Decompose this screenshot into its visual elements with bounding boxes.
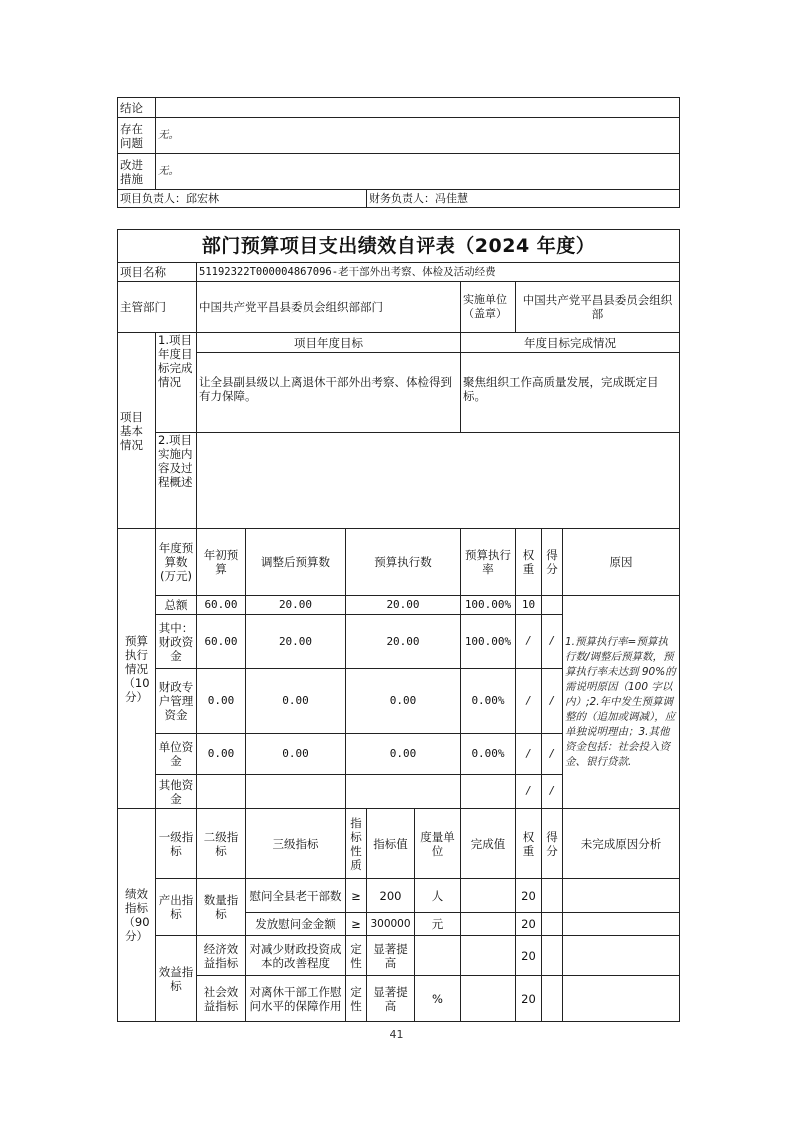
perf-weight: 20 (516, 976, 542, 1022)
perf-level3: 慰问全县老干部数 (246, 879, 346, 913)
perf-weight: 20 (516, 879, 542, 913)
goal-header: 项目年度目标 (197, 333, 461, 353)
perf-level1: 产出指标 (156, 879, 197, 936)
improvements-value: 无。 (156, 154, 680, 190)
perf-value: 300000 (367, 913, 415, 936)
perf-level2: 经济效益指标 (197, 936, 246, 976)
budget-header-score: 得分 (542, 529, 563, 596)
perf-row (118, 879, 680, 913)
performance-section-label: 绩效指标（90分） (118, 809, 156, 1022)
budget-executed: 20.00 (346, 615, 461, 669)
budget-row-label: 总额 (156, 596, 197, 615)
dept-value: 中国共产党平昌县委员会组织部部门 (197, 282, 461, 333)
perf-header-weight: 权重 (516, 809, 542, 879)
budget-rate (461, 775, 516, 809)
finance-lead: 财务负责人：冯佳慧 (367, 190, 680, 208)
budget-header-weight: 权重 (516, 529, 542, 596)
performance-self-evaluation-form (117, 229, 680, 1022)
budget-section-label: 预算执行情况（10分） (118, 529, 156, 809)
budget-score: / (542, 775, 563, 809)
budget-adjusted: 0.00 (246, 734, 346, 775)
goal-row-label: 1.项目年度目标完成情况 (156, 333, 197, 433)
perf-unit: % (415, 976, 461, 1022)
perf-reason (563, 913, 680, 936)
budget-header-year: 年度预算数(万元) (156, 529, 197, 596)
budget-adjusted: 0.00 (246, 669, 346, 734)
perf-header-level2: 二级指标 (197, 809, 246, 879)
project-name-label: 项目名称 (118, 263, 197, 282)
impl-unit-label: 实施单位（盖章） (461, 282, 516, 333)
perf-nature: 定性 (346, 976, 367, 1022)
budget-executed: 0.00 (346, 734, 461, 775)
budget-row (118, 596, 680, 615)
perf-header-nature: 指标性质 (346, 809, 367, 879)
budget-weight: / (516, 615, 542, 669)
perf-unit (415, 936, 461, 976)
completion-value: 聚焦组织工作高质量发展，完成既定目标。 (461, 353, 680, 433)
budget-rate: 0.00% (461, 669, 516, 734)
perf-level3: 发放慰问金金额 (246, 913, 346, 936)
conclusion-value (156, 98, 680, 118)
impl-unit-value: 中国共产党平昌县委员会组织部 (516, 282, 680, 333)
basic-info-label: 项目基本情况 (118, 333, 156, 529)
perf-header-level1: 一级指标 (156, 809, 197, 879)
perf-header-level3: 三级指标 (246, 809, 346, 879)
perf-level3: 对离休干部工作慰问水平的保障作用 (246, 976, 346, 1022)
perf-row (118, 976, 680, 1022)
perf-score (542, 913, 563, 936)
perf-level3: 对减少财政投资成本的改善程度 (246, 936, 346, 976)
completion-header: 年度目标完成情况 (461, 333, 680, 353)
perf-unit: 元 (415, 913, 461, 936)
perf-actual (461, 913, 516, 936)
issues-label: 存在问题 (118, 118, 156, 154)
budget-header-rate: 预算执行率 (461, 529, 516, 596)
perf-score (542, 976, 563, 1022)
perf-header-reason: 未完成原因分析 (563, 809, 680, 879)
perf-reason (563, 976, 680, 1022)
perf-reason (563, 936, 680, 976)
impl-row-label: 2.项目实施内容及过程概述 (156, 433, 197, 529)
perf-score (542, 879, 563, 913)
budget-weight: 10 (516, 596, 542, 615)
budget-initial: 0.00 (197, 734, 246, 775)
form-title: 部门预算项目支出绩效自评表（2024 年度） (118, 230, 680, 263)
budget-initial: 60.00 (197, 596, 246, 615)
page-number: 41 (389, 1028, 404, 1041)
perf-score (542, 936, 563, 976)
budget-rate: 100.00% (461, 596, 516, 615)
budget-score: / (542, 669, 563, 734)
project-name-value: 51192322T000004867096-老干部外出考察、体检及活动经费 (197, 263, 680, 282)
budget-adjusted: 20.00 (246, 596, 346, 615)
budget-weight: / (516, 669, 542, 734)
budget-rate: 100.00% (461, 615, 516, 669)
perf-weight: 20 (516, 936, 542, 976)
budget-header-executed: 预算执行数 (346, 529, 461, 596)
budget-weight: / (516, 734, 542, 775)
perf-level2: 数量指标 (197, 879, 246, 936)
perf-level2: 社会效益指标 (197, 976, 246, 1022)
perf-level1: 效益指标 (156, 936, 197, 1022)
budget-executed: 0.00 (346, 669, 461, 734)
perf-row (118, 936, 680, 976)
issues-value: 无。 (156, 118, 680, 154)
budget-adjusted: 20.00 (246, 615, 346, 669)
budget-rate: 0.00% (461, 734, 516, 775)
budget-initial: 0.00 (197, 669, 246, 734)
dept-label: 主管部门 (118, 282, 197, 333)
perf-actual (461, 976, 516, 1022)
budget-score: / (542, 615, 563, 669)
perf-nature: ≥ (346, 913, 367, 936)
budget-header-reason: 原因 (563, 529, 680, 596)
conclusion-table (117, 97, 680, 208)
perf-value: 显著提高 (367, 936, 415, 976)
perf-unit: 人 (415, 879, 461, 913)
budget-executed (346, 775, 461, 809)
budget-score: / (542, 734, 563, 775)
perf-value: 200 (367, 879, 415, 913)
perf-actual (461, 936, 516, 976)
perf-header-score: 得分 (542, 809, 563, 879)
budget-header-initial: 年初预算 (197, 529, 246, 596)
budget-header-adjusted: 调整后预算数 (246, 529, 346, 596)
perf-actual (461, 879, 516, 913)
goal-value: 让全县副县级以上离退休干部外出考察、体检得到有力保障。 (197, 353, 461, 433)
improvements-label: 改进措施 (118, 154, 156, 190)
budget-row-label: 单位资金 (156, 734, 197, 775)
budget-adjusted (246, 775, 346, 809)
perf-nature: 定性 (346, 936, 367, 976)
perf-header-unit: 度量单位 (415, 809, 461, 879)
budget-weight: / (516, 775, 542, 809)
budget-executed: 20.00 (346, 596, 461, 615)
perf-value: 显著提高 (367, 976, 415, 1022)
project-lead: 项目负责人：邱宏林 (118, 190, 367, 208)
budget-initial (197, 775, 246, 809)
budget-reason-note: 1.预算执行率=预算执行数/调整后预算数，预算执行率未达到 90%的需说明原因（100 字以内）;2.年中发生预算调整的（追加或调减），应单独说明理由；3.其他资金包括：社会投入资金、银行贷款. (563, 596, 680, 809)
budget-row-label: 财政专户管理资金 (156, 669, 197, 734)
budget-row-label: 其他资金 (156, 775, 197, 809)
perf-header-actual: 完成值 (461, 809, 516, 879)
perf-reason (563, 879, 680, 913)
conclusion-label: 结论 (118, 98, 156, 118)
budget-row-label: 其中：财政资金 (156, 615, 197, 669)
perf-weight: 20 (516, 913, 542, 936)
budget-initial: 60.00 (197, 615, 246, 669)
perf-nature: ≥ (346, 879, 367, 913)
perf-header-value: 指标值 (367, 809, 415, 879)
impl-value (197, 433, 680, 529)
budget-score (542, 596, 563, 615)
